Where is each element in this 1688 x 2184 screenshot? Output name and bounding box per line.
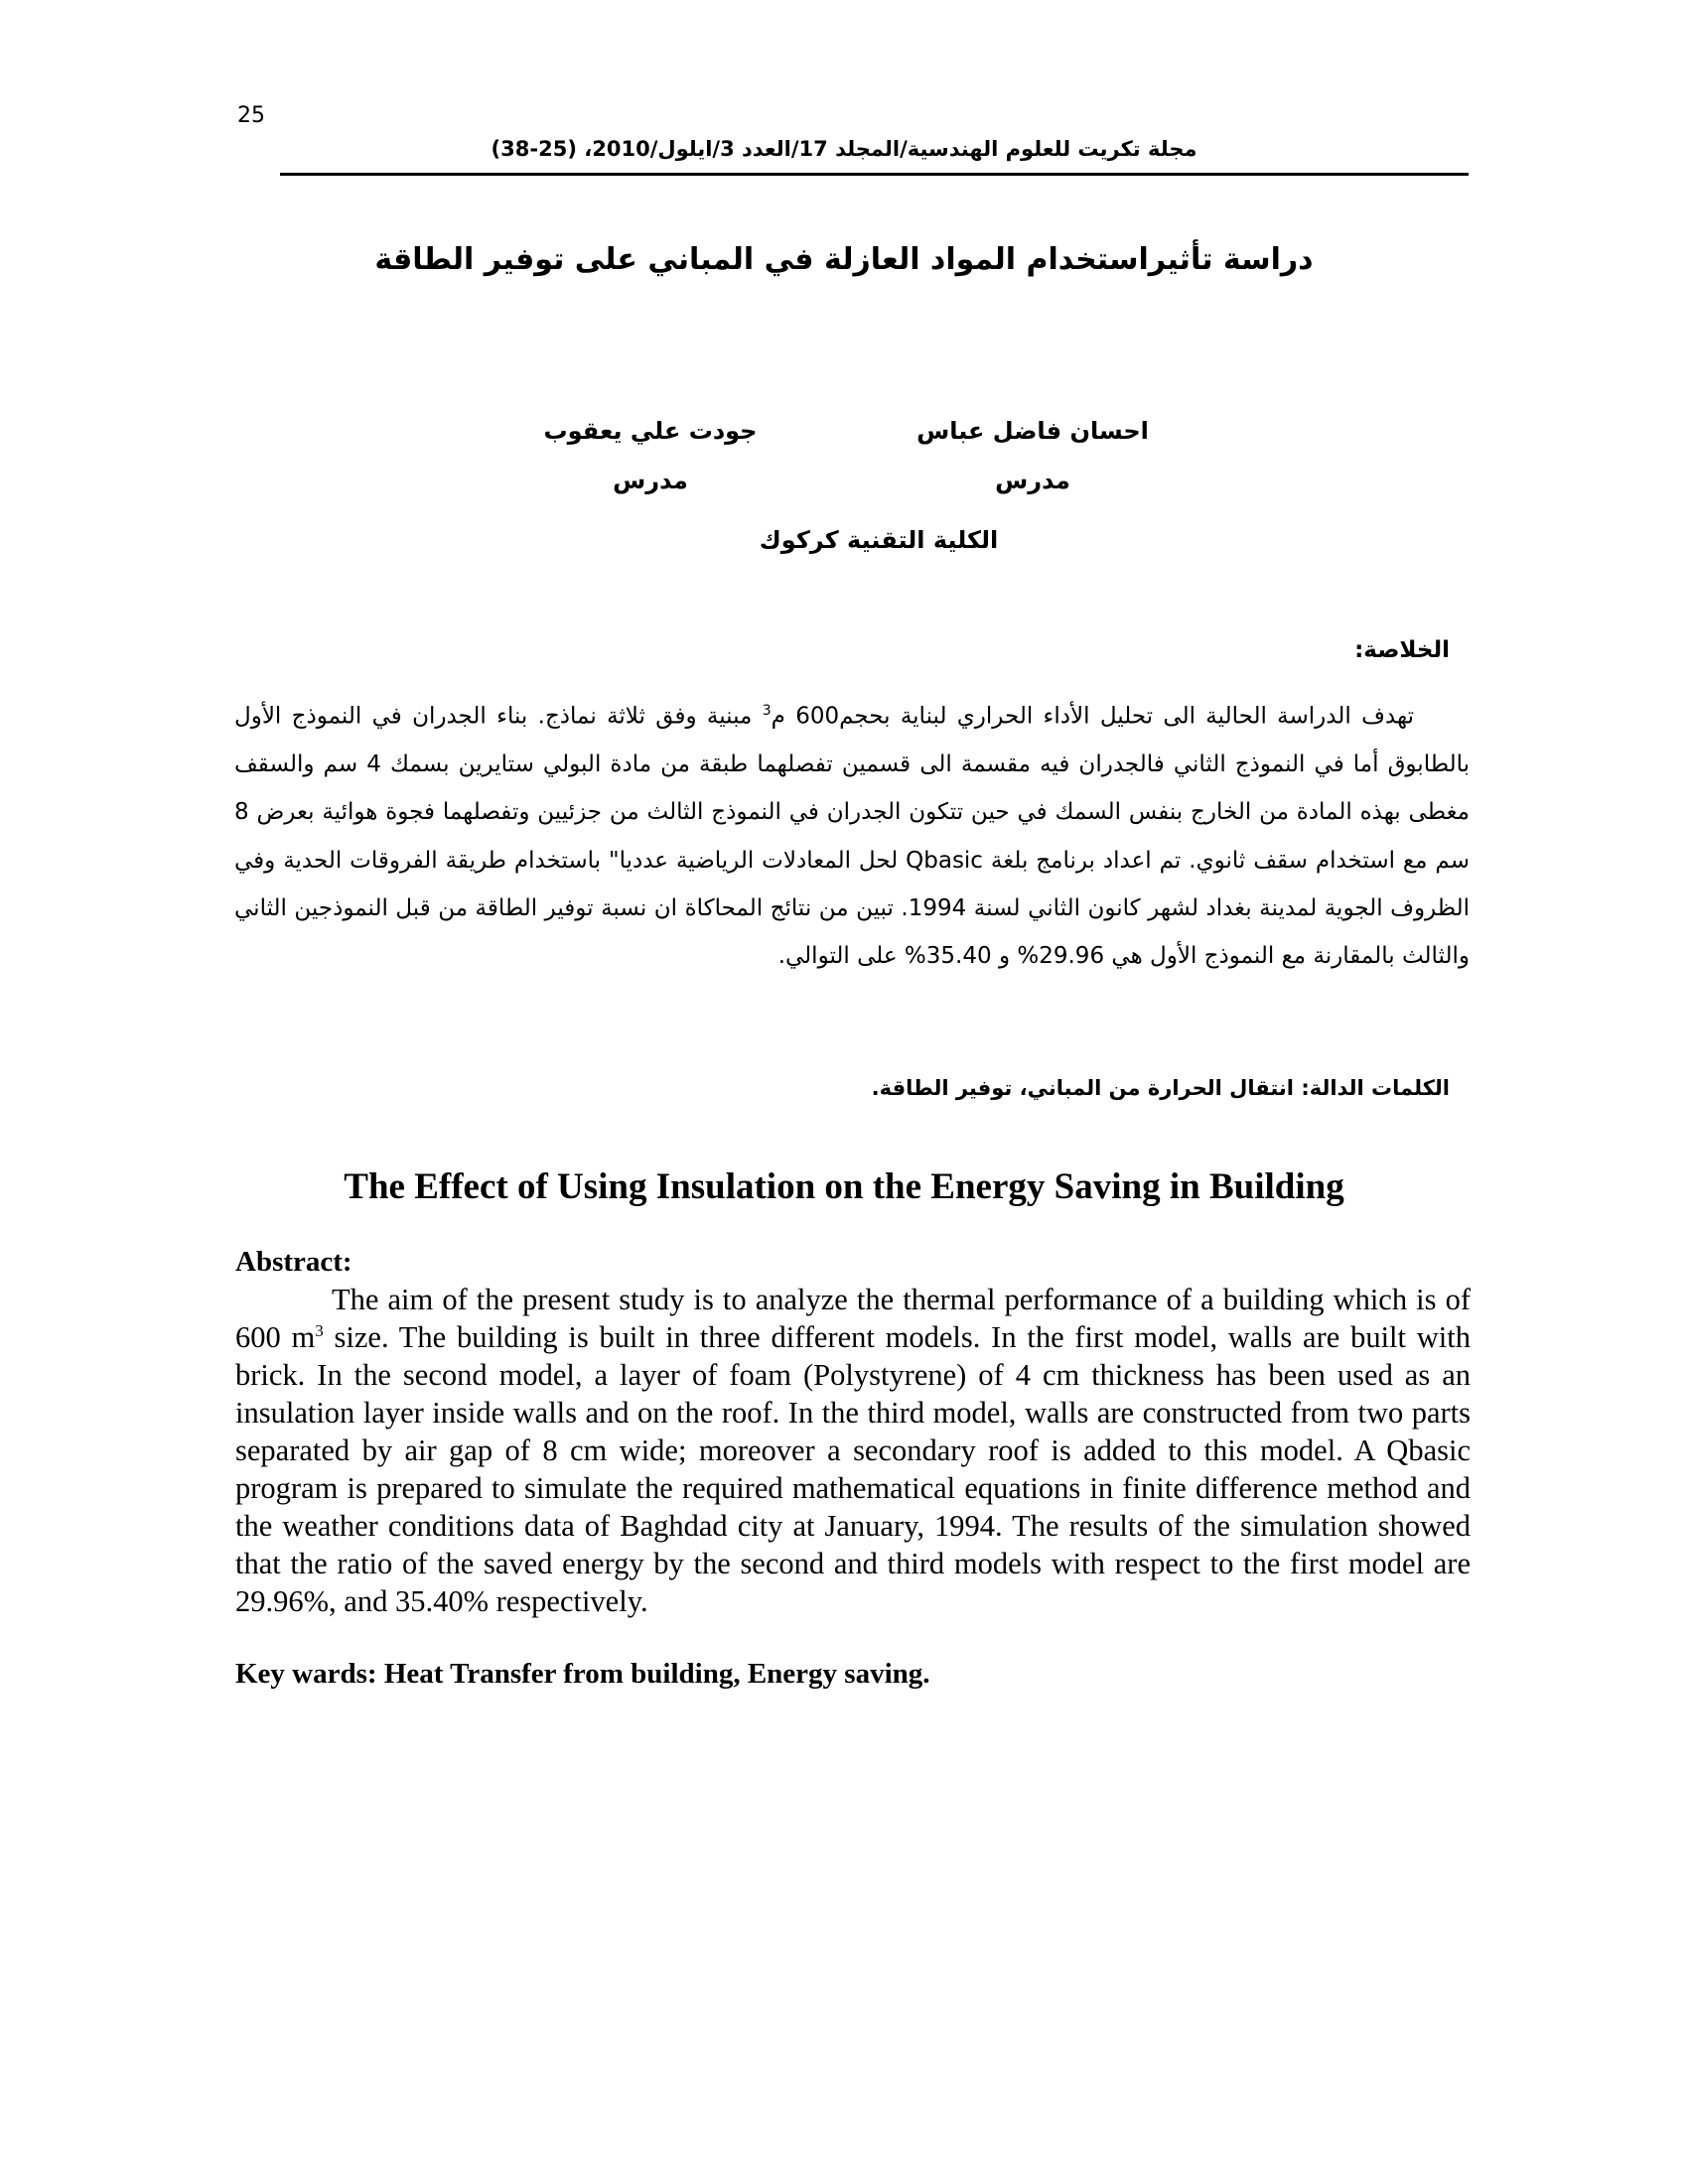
english-abstract-text-2: size. The building is built in three different models. In the first model, walls are built with brick. In the second model, a layer of foam (Polystyrene) of 4 cm thickness has been used as an insulation layer inside walls and on the roof. In the third model, walls are constructed from two parts separated by air gap of 8 cm wide; moreover a secondary roof is added to this model. A Qbasic program is prepared to simulate the required mathematical equations in finite difference method and the weather conditions data of Baghdad city at January, 1994. The results of the simulation showed that the ratio of the saved energy by the second and third models with respect to the first model are 29.96%, and 35.40% respectively.: [235, 1320, 1471, 1618]
arabic-abstract-superscript: 3: [762, 703, 772, 719]
author-1-rank: مدرس: [995, 467, 1070, 494]
english-abstract-text-1: The aim of the present study is to analyze the thermal performance of a building which is of 600 m: [235, 1283, 1471, 1354]
affiliation: الكلية التقنية كركوك: [759, 526, 999, 554]
arabic-abstract-heading: الخلاصة:: [1354, 637, 1450, 663]
english-abstract: [235, 1281, 1471, 1620]
arabic-title: دراسة تأثيراستخدام المواد العازلة في المباني على توفير الطاقة: [374, 242, 1314, 277]
english-keywords: Key wards: Heat Transfer from building, Energy saving.: [235, 1658, 930, 1690]
author-1-name: احسان فاضل عباس: [916, 417, 1149, 445]
english-abstract-heading: Abstract:: [235, 1246, 352, 1278]
english-title: The Effect of Using Insulation on the Energy Saving in Building: [344, 1166, 1344, 1207]
english-abstract-superscript: 3: [315, 1320, 324, 1340]
author-2: [516, 417, 784, 494]
arabic-abstract: [234, 687, 1470, 980]
arabic-abstract-text-2: مبنية وفق ثلاثة نماذج. بناء الجدران في النموذج الأول بالطابوق أما في النموذج الثاني فالجدران فيه مقسمة الى قسمين تفصلهما طبقة من مادة البولي ستايرين بسمك 4 سم والسقف مغطى بهذه المادة من الخارج بنفس السمك في حين تتكون الجدران في النموذج الثالث من جزئيين وتفصلهما فجوة هوائية بعرض 8 سم مع استخدام سقف ثانوي. تم اعداد برنامج بلغة Qbasic لحل المعادلات الرياضية عدديا" باستخدام طريقة الفروقات الحدية وفي الظروف الجوية لمدينة بغداد لشهر كانون الثاني لسنة 1994. تبين من نتائج المحاكاة ان نسبة توفير الطاقة من قبل النموذجين الثاني والثالث بالمقارنة مع النموذج الأول هي 29.96% و 35.40% على التوالي.: [234, 703, 1471, 970]
author-2-name: جودت علي يعقوب: [543, 417, 758, 445]
arabic-keywords: الكلمات الدالة: انتقال الحرارة من المباني، توفير الطاقة.: [871, 1076, 1450, 1100]
arabic-abstract-text-1: تهدف الدراسة الحالية الى تحليل الأداء الحراري لبناية بحجم600 م: [771, 703, 1414, 730]
page-number: 25: [237, 103, 265, 128]
author-2-rank: مدرس: [613, 467, 688, 494]
author-1: [894, 417, 1172, 494]
journal-header: مجلة تكريت للعلوم الهندسية/المجلد 17/العدد 3/ايلول/2010، (25-38): [491, 137, 1197, 161]
header-rule: [280, 173, 1469, 176]
